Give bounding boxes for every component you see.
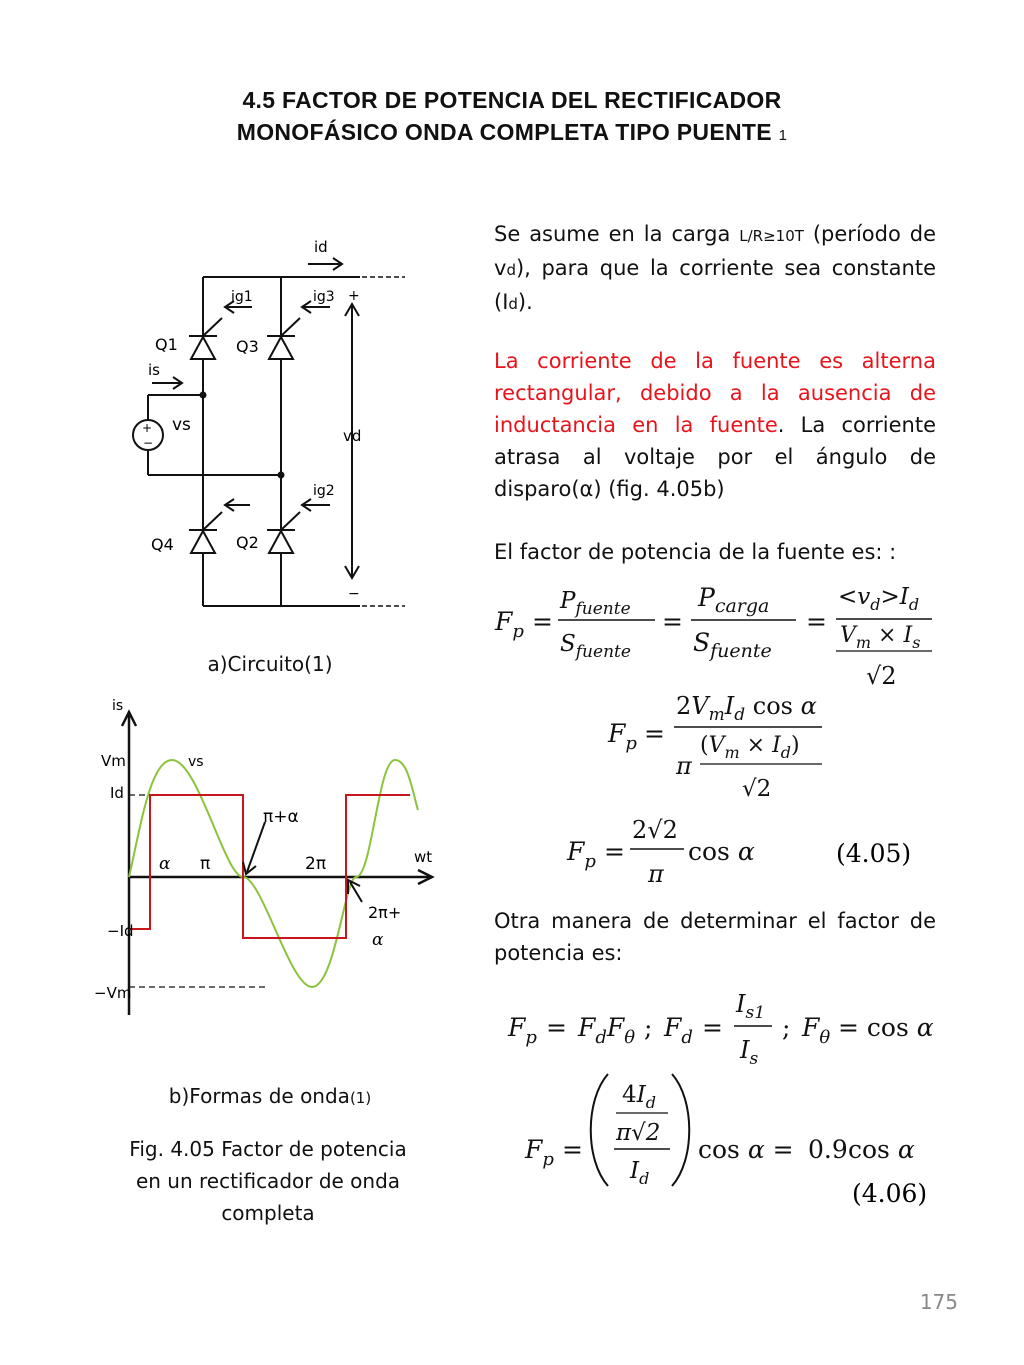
label-q3: Q3 bbox=[236, 337, 259, 356]
svg-text:Pcarga: $P_{carga}$ bbox=[698, 583, 770, 617]
svg-text:√2: √2 bbox=[866, 662, 897, 690]
waveform-plot bbox=[90, 690, 450, 1030]
equation-number-406: (4.06) bbox=[852, 1179, 928, 1208]
svg-text:=: = bbox=[532, 607, 553, 636]
svg-text:Fp: $F_p$ bbox=[495, 607, 524, 642]
svg-text:(Vm × Id): $(V_m \times I_d)$ bbox=[700, 733, 800, 762]
svg-text:=: = bbox=[806, 607, 827, 636]
svg-text:2√2: 2√2 bbox=[632, 816, 678, 844]
svg-text:=: = bbox=[604, 837, 625, 866]
wave-label-neg-id: −Id bbox=[107, 922, 134, 940]
svg-text:4Id: $4I_d$ bbox=[622, 1082, 656, 1112]
svg-text:π: π bbox=[648, 860, 664, 888]
label-ig2: ig2 bbox=[313, 483, 335, 499]
svg-text:2VmId cos α: $2V_mI_d$ cos α bbox=[676, 692, 817, 725]
svg-text:√2: √2 bbox=[742, 776, 772, 802]
wave-label-2pi-alpha-a: 2π+ bbox=[368, 903, 402, 922]
svg-text:FdFθ: $F_dF_\theta$ bbox=[578, 1013, 636, 1048]
svg-text:cos α: cos α bbox=[688, 837, 755, 866]
svg-text:Pfuente: $P_{fuente}$ bbox=[560, 588, 631, 619]
equation-fp-alternative bbox=[495, 980, 950, 1220]
wave-label-id: Id bbox=[110, 784, 124, 802]
wave-label-pi-alpha: π+α bbox=[263, 807, 299, 827]
source-plus: + bbox=[142, 421, 153, 435]
waveform-caption: b)Formas de onda(1) bbox=[168, 1084, 372, 1108]
figure-caption-line-1: Fig. 4.05 Factor de potencia bbox=[129, 1137, 407, 1161]
svg-text:Sfuente: $S_{fuente}$ bbox=[560, 631, 631, 662]
source-minus: − bbox=[143, 436, 154, 450]
label-vd-plus: + bbox=[348, 288, 360, 304]
svg-text:=: = bbox=[702, 1013, 723, 1042]
equation-number-405: (4.05) bbox=[836, 839, 912, 868]
svg-text:Vm × Is: $V_m \times I_s$ bbox=[840, 623, 921, 652]
label-vd: vd bbox=[343, 427, 362, 445]
svg-text:Sfuente: $S_{fuente}$ bbox=[693, 628, 772, 662]
paragraph-alternative-method: Otra manera de determinar el factor de potencia es: bbox=[494, 909, 936, 965]
equation-fp-definition bbox=[490, 572, 950, 904]
svg-text:= cos α: = cos α bbox=[838, 1013, 934, 1042]
svg-text:π√2: π√2 bbox=[616, 1120, 661, 1146]
svg-text:<vd>Id: $<v_d>I_d$ bbox=[838, 584, 920, 614]
wave-label-vs: vs bbox=[188, 754, 204, 770]
svg-text:=: = bbox=[662, 607, 683, 636]
svg-text:Id: $I_d$ bbox=[630, 1158, 650, 1188]
bridge-circuit-diagram bbox=[120, 230, 420, 620]
svg-text:Is: $I_s$ bbox=[740, 1036, 759, 1069]
svg-text:Fp: $F_p$ bbox=[608, 719, 637, 754]
svg-text:cos α: cos α bbox=[848, 1135, 915, 1164]
svg-text:Is1: $I_{s1}$ bbox=[736, 990, 766, 1023]
svg-text:cos α =: cos α = bbox=[698, 1135, 794, 1164]
wave-label-alpha: α bbox=[159, 854, 171, 874]
label-is: is bbox=[148, 361, 160, 379]
title-line-1: 4.5 FACTOR DE POTENCIA DEL RECTIFICADOR bbox=[242, 87, 782, 113]
figure-caption-line-3: completa bbox=[221, 1201, 315, 1225]
svg-text:Fd: $F_d$ bbox=[664, 1013, 693, 1048]
svg-text:Fp: $F_p$ bbox=[567, 837, 596, 872]
paragraph-current-description: La corriente de la fuente es alterna rectangular, debido a la ausencia de inductancia en la fuente. La corriente atrasa al voltaje por el ángulo de disparo(α) (fig. 4.05b) bbox=[494, 349, 936, 501]
svg-text:=: = bbox=[546, 1013, 567, 1042]
svg-text:;: ; bbox=[782, 1013, 791, 1042]
label-q4: Q4 bbox=[151, 535, 174, 554]
svg-text:=: = bbox=[562, 1135, 583, 1164]
label-vs: vs bbox=[172, 415, 191, 435]
svg-text:π: π bbox=[676, 752, 692, 780]
label-ig1: ig1 bbox=[231, 289, 253, 305]
label-q1: Q1 bbox=[155, 335, 178, 354]
paragraph-power-factor-intro: El factor de potencia de la fuente es: : bbox=[494, 540, 897, 564]
svg-text:=: = bbox=[644, 719, 665, 748]
figure-caption-line-2: en un rectificador de onda bbox=[135, 1169, 401, 1193]
figure-caption bbox=[100, 1133, 436, 1229]
svg-text:;: ; bbox=[644, 1013, 653, 1042]
page-number: 175 bbox=[919, 1290, 958, 1314]
wave-label-wt: wt bbox=[414, 848, 433, 866]
label-q2: Q2 bbox=[236, 533, 259, 552]
svg-text:Fp: $F_p$ bbox=[525, 1135, 554, 1170]
wave-label-pi: π bbox=[200, 854, 211, 874]
paragraph-load-assumption: Se asume en la carga L/R≥10T (período de vd), para que la corriente sea constante (Id). bbox=[494, 222, 936, 314]
label-ig3: ig3 bbox=[313, 289, 335, 305]
wave-label-2pi: 2π bbox=[305, 854, 327, 874]
wave-label-2pi-alpha-b: α bbox=[372, 930, 384, 950]
wave-label-vm: Vm bbox=[101, 752, 126, 770]
waveform-caption-ref: (1) bbox=[349, 1089, 372, 1107]
label-vd-minus: − bbox=[348, 586, 360, 602]
page-title bbox=[0, 84, 1024, 152]
label-id: id bbox=[314, 238, 328, 256]
wave-label-is: is bbox=[112, 698, 124, 714]
power-factor-coefficient: 0.9 bbox=[808, 1135, 848, 1164]
wave-label-neg-vm: −Vm bbox=[94, 984, 132, 1002]
svg-text:Fθ: $F_\theta$ bbox=[802, 1013, 831, 1048]
circuit-caption: a)Circuito(1) bbox=[207, 652, 333, 676]
svg-text:Fp: $F_p$ bbox=[508, 1013, 537, 1048]
title-reference: 1 bbox=[778, 127, 788, 144]
title-line-2: MONOFÁSICO ONDA COMPLETA TIPO PUENTE 1 bbox=[236, 119, 788, 145]
